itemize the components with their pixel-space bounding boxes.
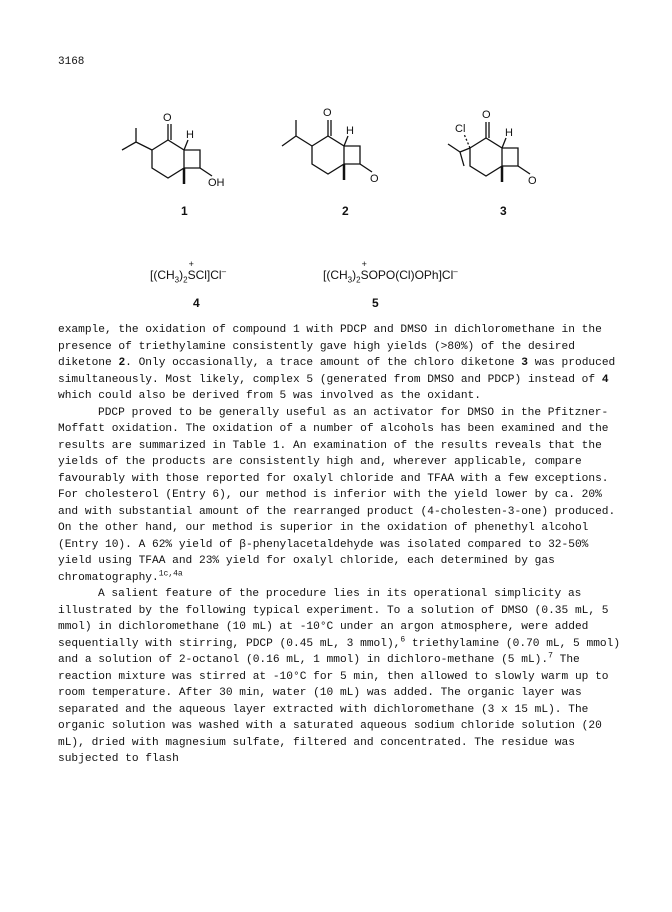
compound-ref-4: 4 — [601, 373, 609, 386]
paragraph-3-text: A salient feature of the procedure lies in its operational simplicity as illustrated by the following typical experiment. To a solution of DMSO (0.35 mL, 5 mmol) in dichloromethane (10 mL) at -10°C under an argon atmosphere, were added sequentially with stirring, PDCP (0.45 mL, 3 mmol), — [58, 588, 609, 650]
page-number: 3168 — [58, 56, 85, 68]
formula-4-s: S — [187, 268, 196, 282]
formula-4-part: [(CH — [150, 268, 175, 282]
reference-superscript: 6 — [400, 634, 406, 644]
paragraph-2-text: PDCP proved to be generally useful as an activator for DMSO in the Pfitzner-Moffatt oxidation. The oxidation of a number of alcohols has been examined and the results are summarized in Table 1. An examination of the results reveals that the yields of the products are consistently high and, wherever applicable, compare favourably with those reported for oxalyl chloride and TFAA with a few exceptions. For cholesterol (Entry 6), our method is inferior with the yield lower by ca. 20% and with substantial amount of the rearranged product (4-cholesten-3-one) produced. On the other hand, our method is superior in the oxidation of phenethyl alcohol (Entry 10). A 62% yield of β-phenylacetaldehyde was isolated compared to 32-50% yield using TFAA and 23% yield for oxalyl chloride, each determined by gas chromatography. — [58, 406, 616, 584]
paragraph-1-text: example, the oxidation of compound 1 with PDCP and DMSO in dichloromethane in the presence of triethylamine consistently gave high yields (>80%) of the desired diketone — [58, 324, 602, 369]
formula-4-part: Cl]Cl — [195, 268, 222, 282]
atom-oh-1: OH — [208, 177, 225, 189]
atom-o-3a: O — [482, 109, 491, 121]
formula-4-part: ) — [179, 268, 184, 282]
formula-5-part: ) — [352, 268, 357, 282]
formula-5-sub: 3 — [347, 275, 353, 285]
atom-cl-3: Cl — [455, 123, 466, 135]
formula-5-sub: 2 — [356, 275, 361, 285]
atom-h-3: H — [505, 127, 513, 139]
formula-5-sulfonium — [360, 259, 369, 282]
chemical-structures — [0, 90, 672, 320]
atom-h-1: H — [186, 129, 194, 141]
atom-o-2a: O — [323, 107, 332, 119]
formula-4-minus: – — [221, 267, 227, 276]
formula-4-sub: 2 — [183, 275, 188, 285]
formula-4-sulfonium — [187, 259, 196, 282]
paragraph-3-text: The reaction mixture was stirred at -10°C for 5 min, then allowed to slowly warm up to room temperature. After 30 min, water (10 mL) was added. The organic layer was separated and the aqueous layer extracted with dichloromethane (3 x 15 mL). The organic solution was washed with a saturated aqueous sodium chloride solution (20 mL), dried with magnesium sulfate, filtered and concentrated. The residue was subjected to flash — [58, 654, 609, 765]
formula-5-plus: + — [361, 259, 367, 269]
body-text — [58, 322, 628, 768]
compound-number-2: 2 — [342, 204, 349, 218]
formula-5-minus: – — [453, 267, 458, 276]
paragraph-2 — [58, 405, 628, 587]
paragraph-1 — [58, 322, 628, 405]
atom-h-2: H — [346, 125, 354, 137]
structure-1 — [122, 124, 212, 184]
formula-5-s: S — [360, 268, 369, 282]
formula-4 — [150, 259, 227, 285]
atom-o-1: O — [163, 112, 172, 124]
structures-svg — [0, 90, 672, 320]
compound-number-5: 5 — [372, 296, 379, 310]
paragraph-1-text: which could also be derived from 5 was involved as the oxidant. — [58, 390, 481, 402]
paragraph-3 — [58, 586, 628, 768]
paragraph-1-text: was produced simultaneously. Most likely, complex 5 (generated from DMSO and PDCP) instead of — [58, 357, 616, 386]
compound-number-1: 1 — [181, 204, 188, 218]
formula-5 — [323, 259, 458, 285]
paragraph-1-text: . Only occasionally, a trace amount of the chloro diketone — [125, 357, 522, 369]
structure-2 — [282, 120, 372, 180]
formula-5-part: [(CH — [323, 268, 348, 282]
compound-number-4: 4 — [193, 296, 200, 310]
paragraph-3-text: triethylamine (0.70 mL, 5 mmol) and a solution of 2-octanol (0.16 mL, 1 mmol) in dichloro-methane (5 mL). — [58, 637, 621, 666]
atom-o-2b: O — [370, 173, 379, 185]
formula-4-plus: + — [188, 259, 194, 269]
compound-ref-3: 3 — [521, 357, 528, 369]
compound-number-3: 3 — [500, 204, 507, 218]
formula-5-part: OPO(Cl)OPh]Cl — [368, 268, 454, 282]
formula-4-sub: 3 — [174, 275, 180, 285]
reference-superscript: 1c,4a — [158, 568, 183, 578]
atom-o-3b: O — [528, 175, 537, 187]
compound-ref-2: 2 — [118, 357, 126, 369]
reference-superscript: 7 — [548, 651, 553, 661]
